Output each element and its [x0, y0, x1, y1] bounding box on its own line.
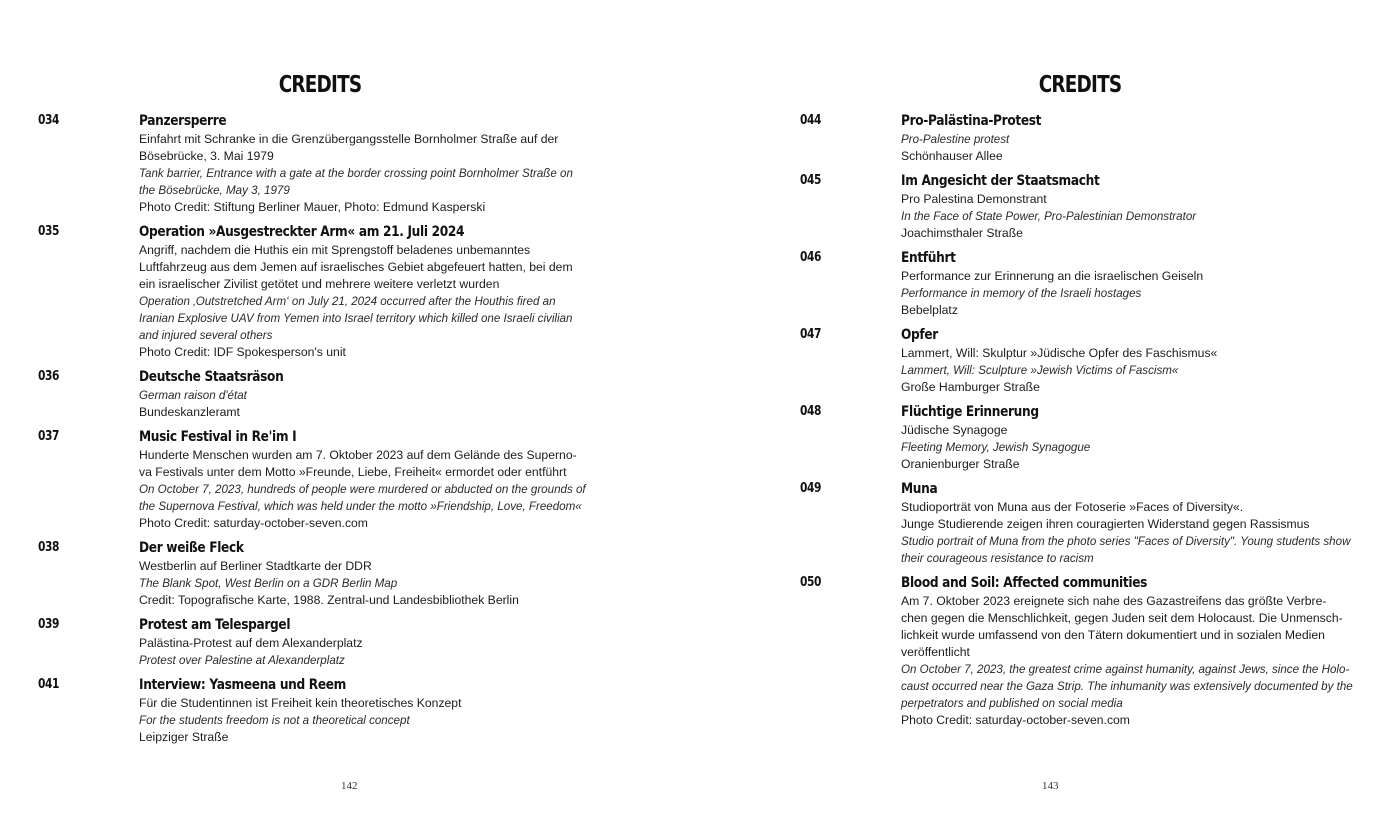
entry-headline: Interview: Yasmeena und Reem — [139, 677, 347, 693]
entry-number: 035 — [38, 224, 60, 239]
entry-translation-line: Studio portrait of Muna from the photo series "Faces of Diversity". Young students show — [901, 535, 1351, 548]
entry-translation-line: In the Face of State Power, Pro-Palestinian Demonstrator — [901, 210, 1197, 223]
entry-body — [901, 248, 1380, 319]
entry-number: 049 — [800, 481, 822, 496]
credit-entry — [38, 675, 618, 746]
entry-body — [901, 171, 1380, 242]
credit-entry — [38, 427, 618, 532]
entry-translation-line: On October 7, 2023, hundreds of people were murdered or abducted on the grounds of — [139, 483, 586, 496]
entry-text-line: Bebelplatz — [901, 303, 958, 317]
credits-list — [800, 111, 1380, 735]
entry-headline: Muna — [901, 481, 938, 497]
page-number: 143 — [1042, 780, 1059, 792]
entry-translation-line: For the students freedom is not a theoretical concept — [139, 714, 410, 727]
entry-headline: Im Angesicht der Staatsmacht — [901, 173, 1100, 189]
entry-translation-line: Performance in memory of the Israeli hostages — [901, 287, 1142, 300]
entry-body — [139, 111, 618, 216]
entry-translation-line: the Supernova Festival, which was held under the motto »Friendship, Love, Freedom« — [139, 500, 582, 513]
entry-translation-line: German raison d'état — [139, 389, 247, 402]
entry-headline: Panzersperre — [139, 113, 227, 129]
credit-entry — [800, 479, 1380, 567]
entry-number: 045 — [800, 173, 822, 188]
entry-text-line: Photo Credit: IDF Spokesperson's unit — [139, 345, 346, 359]
entry-text-line: Junge Studierende zeigen ihren couragierten Widerstand gegen Rassismus — [901, 517, 1310, 531]
credit-entry — [38, 222, 618, 361]
entry-text-line: Leipziger Straße — [139, 730, 229, 744]
credit-entry — [800, 171, 1380, 242]
page-title: CREDITS — [278, 72, 362, 98]
entry-translation-line: and injured several others — [139, 329, 273, 342]
entry-body — [901, 111, 1380, 165]
entry-body — [901, 479, 1380, 567]
entry-text-line: Jüdische Synagoge — [901, 423, 1008, 437]
entry-headline: Entführt — [901, 250, 956, 266]
entry-text-line: Angriff, nachdem die Huthis ein mit Sprengstoff beladenes unbemanntes — [139, 243, 531, 257]
entry-body — [901, 573, 1380, 729]
entry-text-line: Credit: Topografische Karte, 1988. Zentral-und Landesbibliothek Berlin — [139, 593, 519, 607]
entry-headline: Der weiße Fleck — [139, 540, 244, 556]
credit-entry — [800, 248, 1380, 319]
entry-number: 041 — [38, 677, 60, 692]
entry-text-line: Schönhauser Allee — [901, 149, 1003, 163]
credit-entry — [38, 538, 618, 609]
entry-number: 046 — [800, 250, 822, 265]
credit-entry — [38, 111, 618, 216]
entry-translation-line: Protest over Palestine at Alexanderplatz — [139, 654, 345, 667]
entry-translation-line: the Bösebrücke, May 3, 1979 — [139, 184, 290, 197]
entry-text-line: ein israelischer Zivilist getötet und mehrere weitere verletzt wurden — [139, 277, 500, 291]
entry-body — [139, 367, 618, 421]
entry-translation-line: Lammert, Will: Sculpture »Jewish Victims of Fascism« — [901, 364, 1179, 377]
entry-text-line: Luftfahrzeug aus dem Jemen auf israelisches Gebiet abgefeuert hatten, bei dem — [139, 260, 573, 274]
entry-headline: Pro-Palästina-Protest — [901, 113, 1042, 129]
entry-text-line: Westberlin auf Berliner Stadtkarte der DDR — [139, 559, 372, 573]
entry-body — [139, 538, 618, 609]
entry-text-line: chen gegen die Menschlichkeit, gegen Juden seit dem Holocaust. Die Unmensch- — [901, 611, 1343, 625]
entry-number: 036 — [38, 369, 60, 384]
page-title: CREDITS — [1038, 72, 1122, 98]
credit-entry — [800, 402, 1380, 473]
entry-number: 037 — [38, 429, 60, 444]
entry-text-line: Palästina-Protest auf dem Alexanderplatz — [139, 636, 363, 650]
entry-text-line: Pro Palestina Demonstrant — [901, 192, 1047, 206]
entry-text-line: Bundeskanzleramt — [139, 405, 240, 419]
credit-entry — [800, 573, 1380, 729]
entry-body — [901, 325, 1380, 396]
right-page — [700, 0, 1400, 831]
entry-headline: Opfer — [901, 327, 938, 343]
entry-number: 050 — [800, 575, 822, 590]
entry-text-line: Oranienburger Straße — [901, 457, 1020, 471]
entry-headline: Music Festival in Re'im I — [139, 429, 297, 445]
entry-text-line: Lammert, Will: Skulptur »Jüdische Opfer des Faschismus« — [901, 346, 1218, 360]
entry-translation-line: caust occurred near the Gaza Strip. The inhumanity was extensively documented by the — [901, 680, 1353, 693]
entry-text-line: Bösebrücke, 3. Mai 1979 — [139, 149, 274, 163]
entry-translation-line: On October 7, 2023, the greatest crime against humanity, against Jews, since the Holo- — [901, 663, 1350, 676]
entry-text-line: Joachimsthaler Straße — [901, 226, 1023, 240]
entry-number: 039 — [38, 617, 60, 632]
entry-body — [139, 615, 618, 669]
entry-translation-line: Tank barrier, Entrance with a gate at the border crossing point Bornholmer Straße on — [139, 167, 573, 180]
entry-headline: Flüchtige Erinnerung — [901, 404, 1039, 420]
entry-body — [139, 222, 618, 361]
entry-text-line: lichkeit wurde umfassend von den Tätern dokumentiert und in sozialen Medien — [901, 628, 1325, 642]
entry-body — [139, 675, 618, 746]
entry-text-line: Hunderte Menschen wurden am 7. Oktober 2023 auf dem Gelände des Superno- — [139, 448, 577, 462]
entry-translation-line: Operation ‚Outstretched Arm‘ on July 21, 2024 occurred after the Houthis fired an — [139, 295, 556, 308]
entry-text-line: Photo Credit: saturday-october-seven.com — [901, 713, 1130, 727]
entry-text-line: Performance zur Erinnerung an die israelischen Geiseln — [901, 269, 1204, 283]
entry-text-line: Photo Credit: saturday-october-seven.com — [139, 516, 368, 530]
entry-text-line: Große Hamburger Straße — [901, 380, 1040, 394]
entry-text-line: Für die Studentinnen ist Freiheit kein theoretisches Konzept — [139, 696, 462, 710]
entry-body — [139, 427, 618, 532]
entry-headline: Protest am Telespargel — [139, 617, 291, 633]
page-number: 142 — [341, 780, 358, 792]
entry-number: 038 — [38, 540, 60, 555]
entry-headline: Deutsche Staatsräson — [139, 369, 284, 385]
entry-text-line: veröffentlicht — [901, 645, 970, 659]
credit-entry — [800, 111, 1380, 165]
credit-entry — [38, 615, 618, 669]
entry-number: 047 — [800, 327, 822, 342]
entry-headline: Blood and Soil: Affected communities — [901, 575, 1148, 591]
entry-number: 048 — [800, 404, 822, 419]
entry-text-line: Einfahrt mit Schranke in die Grenzübergangsstelle Bornholmer Straße auf der — [139, 132, 559, 146]
entry-text-line: Photo Credit: Stiftung Berliner Mauer, Photo: Edmund Kasperski — [139, 200, 486, 214]
entry-translation-line: Pro-Palestine protest — [901, 133, 1010, 146]
credit-entry — [38, 367, 618, 421]
entry-text-line: Am 7. Oktober 2023 ereignete sich nahe des Gazastreifens das größte Verbre- — [901, 594, 1327, 608]
credit-entry — [800, 325, 1380, 396]
entry-translation-line: Fleeting Memory, Jewish Synagogue — [901, 441, 1091, 454]
entry-translation-line: their courageous resistance to racism — [901, 552, 1094, 565]
credits-list — [38, 111, 618, 752]
entry-text-line: va Festivals unter dem Motto »Freunde, Liebe, Freiheit« ermordet oder entführt — [139, 465, 567, 479]
entry-number: 034 — [38, 113, 60, 128]
entry-translation-line: Iranian Explosive UAV from Yemen into Israel territory which killed one Israeli civilian — [139, 312, 573, 325]
entry-body — [901, 402, 1380, 473]
entry-number: 044 — [800, 113, 822, 128]
entry-text-line: Studioporträt von Muna aus der Fotoserie »Faces of Diversity«. — [901, 500, 1244, 514]
entry-headline: Operation »Ausgestreckter Arm« am 21. Juli 2024 — [139, 224, 465, 240]
entry-translation-line: The Blank Spot, West Berlin on a GDR Berlin Map — [139, 577, 398, 590]
entry-translation-line: perpetrators and published on social media — [901, 697, 1123, 710]
